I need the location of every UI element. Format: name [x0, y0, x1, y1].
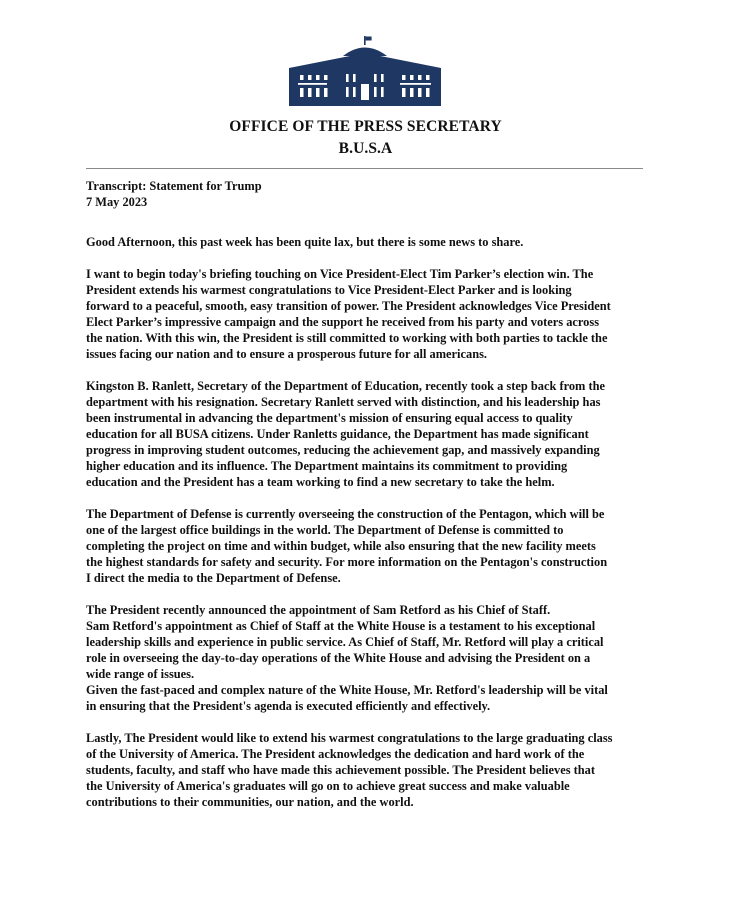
transcript-meta: [86, 178, 651, 210]
statement-paragraph: [86, 730, 651, 810]
statement-paragraph: [86, 602, 651, 714]
paragraph-line: of the University of America. The President acknowledges the dedication and hard work of the: [86, 747, 585, 761]
transcript-date: 7 May 2023: [86, 195, 148, 209]
statement-paragraphs: [86, 234, 651, 810]
paragraph-line: Kingston B. Ranlett, Secretary of the Department of Education, recently took a step back from the: [86, 379, 605, 393]
statement-paragraph: [86, 266, 651, 362]
white-house-icon: [287, 36, 443, 106]
statement-paragraph: [86, 506, 651, 586]
paragraph-line: the nation. With this win, the President is still committed to working with both parties to tackle the: [86, 331, 608, 345]
paragraph-line: I want to begin today's briefing touching on Vice President-Elect Tim Parker’s election win. The: [86, 267, 594, 281]
paragraph-line: progress in improving student outcomes, reducing the achievement gap, and massively expanding: [86, 443, 600, 457]
paragraph-line: the University of America's graduates will go on to achieve great success and make valuable: [86, 779, 570, 793]
paragraph-line: students, faculty, and staff who have made this achievement possible. The President believes that: [86, 763, 595, 777]
paragraph-line: Sam Retford's appointment as Chief of Staff at the White House is a testament to his exceptional: [86, 619, 596, 633]
paragraph-line: been instrumental in advancing the department's mission of ensuring equal access to quality: [86, 411, 573, 425]
header-divider: [86, 168, 643, 169]
paragraph-line: Good Afternoon, this past week has been quite lax, but there is some news to share.: [86, 235, 524, 249]
paragraph-line: leadership skills and experience in public service. As Chief of Staff, Mr. Retford will play a critical: [86, 635, 604, 649]
paragraph-line: the highest standards for safety and security. For more information on the Pentagon's construction: [86, 555, 608, 569]
office-title: OFFICE OF THE PRESS SECRETARY: [229, 118, 502, 135]
paragraph-line: The Department of Defense is currently overseeing the construction of the Pentagon, which will be: [86, 507, 605, 521]
transcript-label: Transcript: Statement for Trump: [86, 179, 262, 193]
paragraph-line: President extends his warmest congratulations to Vice President-Elect Parker and is looking: [86, 283, 572, 297]
paragraph-line: education and the President has a team working to find a new secretary to take the helm.: [86, 475, 555, 489]
paragraph-line: The President recently announced the appointment of Sam Retford as his Chief of Staff.: [86, 603, 551, 617]
paragraph-line: I direct the media to the Department of Defense.: [86, 571, 341, 585]
paragraph-line: role in overseeing the day-to-day operations of the White House and advising the President on a: [86, 651, 591, 665]
paragraph-line: Given the fast-paced and complex nature of the White House, Mr. Retford's leadership will be vital: [86, 683, 608, 697]
paragraph-line: issues facing our nation and to ensure a prosperous future for all americans.: [86, 347, 488, 361]
paragraph-line: department with his resignation. Secretary Ranlett served with distinction, and his leadership has: [86, 395, 601, 409]
paragraph-line: forward to a peaceful, smooth, easy transition of power. The President acknowledges Vice President: [86, 299, 611, 313]
paragraph-line: higher education and its influence. The Department maintains its commitment to providing: [86, 459, 568, 473]
paragraph-line: contributions to their communities, our nation, and the world.: [86, 795, 414, 809]
statement-paragraph: [86, 234, 651, 250]
paragraph-line: in ensuring that the President's agenda is executed efficiently and effectively.: [86, 699, 491, 713]
statement-paragraph: [86, 378, 651, 490]
paragraph-line: wide range of issues.: [86, 667, 195, 681]
statement-body: [86, 178, 651, 826]
paragraph-line: completing the project on time and within budget, while also ensuring that the new facility meets: [86, 539, 596, 553]
office-subtitle: B.U.S.A: [338, 140, 393, 157]
paragraph-line: education for all BUSA citizens. Under Ranletts guidance, the Department has made significant: [86, 427, 589, 441]
paragraph-line: Elect Parker’s impressive campaign and the support he received from his party and voters across: [86, 315, 600, 329]
paragraph-line: Lastly, The President would like to extend his warmest congratulations to the large graduating class: [86, 731, 613, 745]
paragraph-line: one of the largest office buildings in the world. The Department of Defense is committed to: [86, 523, 564, 537]
